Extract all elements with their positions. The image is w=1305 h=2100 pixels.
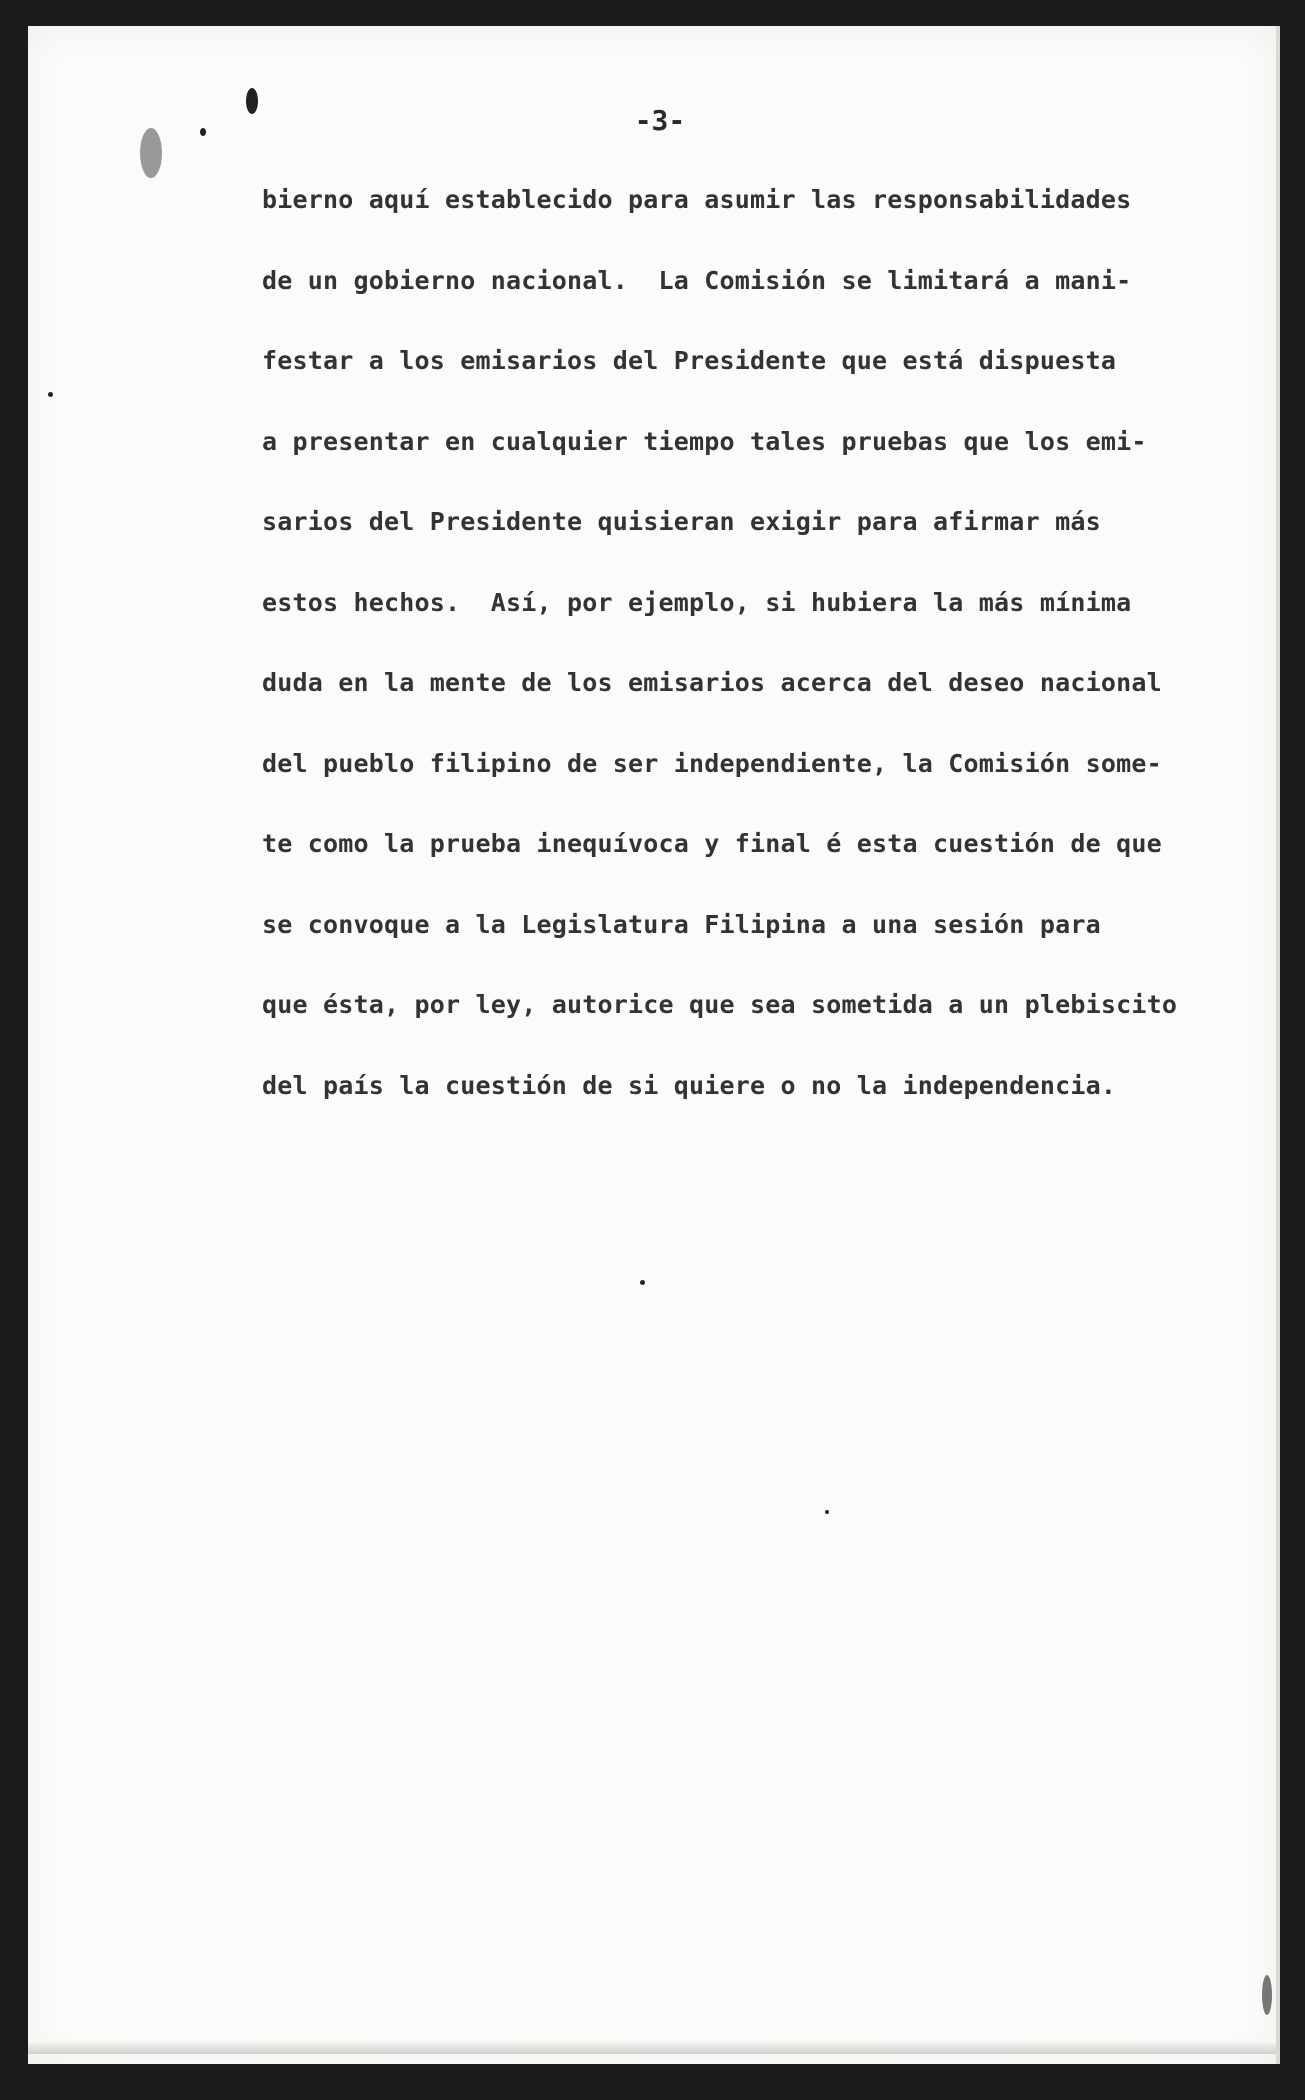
text-line: del país la cuestión de si quiere o no la independencia. xyxy=(262,1070,1117,1100)
text-line: que ésta, por ley, autorice que sea sometida a un plebiscito xyxy=(262,990,1178,1019)
page-bottom-edge xyxy=(28,2040,1276,2054)
page-number: -3- xyxy=(634,104,686,137)
text-line: bierno aquí establecido para asumir las responsabilidades xyxy=(262,185,1132,214)
text-line: a presentar en cualquier tiempo tales pruebas que los emi- xyxy=(262,426,1147,456)
text-line: sarios del Presidente quisieran exigir para afirmar más xyxy=(262,507,1101,536)
ink-speck xyxy=(825,1510,829,1514)
text-line: se convoque a la Legislatura Filipina a una sesión para xyxy=(262,909,1101,939)
text-line: festar a los emisarios del Presidente que está dispuesta xyxy=(262,346,1117,375)
ink-speck xyxy=(640,1280,645,1285)
ink-speck xyxy=(246,88,258,114)
text-line: estos hechos. Así, por ejemplo, si hubiera la más mínima xyxy=(262,587,1132,617)
text-line: te como la prueba inequívoca y final é esta cuestión de que xyxy=(262,829,1162,858)
ink-speck xyxy=(140,128,162,178)
text-line: del pueblo filipino de ser independiente, la Comisión some- xyxy=(262,748,1162,778)
ink-speck xyxy=(48,392,53,397)
ink-speck xyxy=(1262,1975,1272,2015)
ink-speck xyxy=(200,128,206,136)
text-line: duda en la mente de los emisarios acerca del deseo nacional xyxy=(262,668,1162,697)
text-line: de un gobierno nacional. La Comisión se limitará a mani- xyxy=(262,265,1132,295)
body-paragraph xyxy=(262,160,1222,1126)
